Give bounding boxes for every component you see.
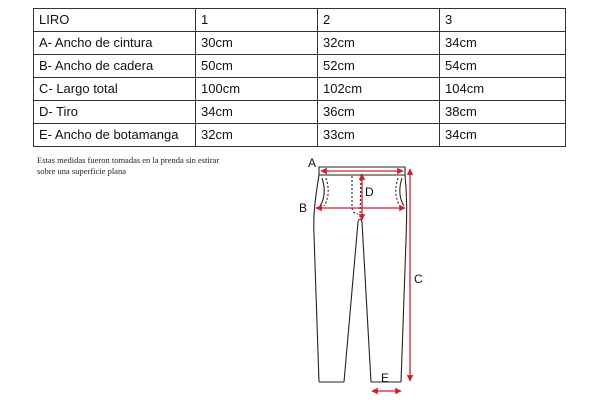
table-cell: 104cm xyxy=(440,78,566,101)
label-a: A xyxy=(308,156,317,170)
header-cell-model: LIRO xyxy=(34,9,196,32)
row-label: A- Ancho de cintura xyxy=(34,32,196,55)
left-outer-seam xyxy=(314,175,319,382)
right-inner-seam xyxy=(362,222,371,382)
table-row xyxy=(34,124,566,147)
header-cell-size-3: 3 xyxy=(440,9,566,32)
left-pocket xyxy=(320,178,324,206)
table-cell: 34cm xyxy=(196,101,318,124)
row-label: C- Largo total xyxy=(34,78,196,101)
table-row xyxy=(34,78,566,101)
table-cell: 34cm xyxy=(440,124,566,147)
table-cell: 38cm xyxy=(440,101,566,124)
label-b: B xyxy=(299,201,308,215)
table-cell: 54cm xyxy=(440,55,566,78)
table-cell: 36cm xyxy=(318,101,440,124)
left-inner-seam xyxy=(344,222,358,382)
table-cell: 34cm xyxy=(440,32,566,55)
table-cell: 102cm xyxy=(318,78,440,101)
label-d: D xyxy=(365,185,374,199)
table-row xyxy=(34,55,566,78)
row-label: D- Tiro xyxy=(34,101,196,124)
pants-outline xyxy=(314,167,407,382)
right-pocket xyxy=(400,178,404,206)
table-header-row xyxy=(34,9,566,32)
table-cell: 32cm xyxy=(196,124,318,147)
row-label: E- Ancho de botamanga xyxy=(34,124,196,147)
measurement-note xyxy=(37,155,317,177)
table-cell: 50cm xyxy=(196,55,318,78)
pants-diagram xyxy=(290,152,440,398)
table-row xyxy=(34,101,566,124)
table-row xyxy=(34,32,566,55)
center-fly xyxy=(360,175,361,218)
table-cell: 30cm xyxy=(196,32,318,55)
measurement-arrows xyxy=(316,169,410,391)
note-line-1: Estas medidas fueron tomadas en la prenda sin estirar xyxy=(37,155,220,165)
header-cell-size-2: 2 xyxy=(318,9,440,32)
label-c: C xyxy=(414,272,423,286)
row-label: B- Ancho de cadera xyxy=(34,55,196,78)
size-table xyxy=(33,8,566,147)
label-e: E xyxy=(381,371,390,385)
note-line-2: sobre una superficie plana xyxy=(37,166,126,176)
table-cell: 32cm xyxy=(318,32,440,55)
table-cell: 52cm xyxy=(318,55,440,78)
header-cell-size-1: 1 xyxy=(196,9,318,32)
table-cell: 100cm xyxy=(196,78,318,101)
table-cell: 33cm xyxy=(318,124,440,147)
